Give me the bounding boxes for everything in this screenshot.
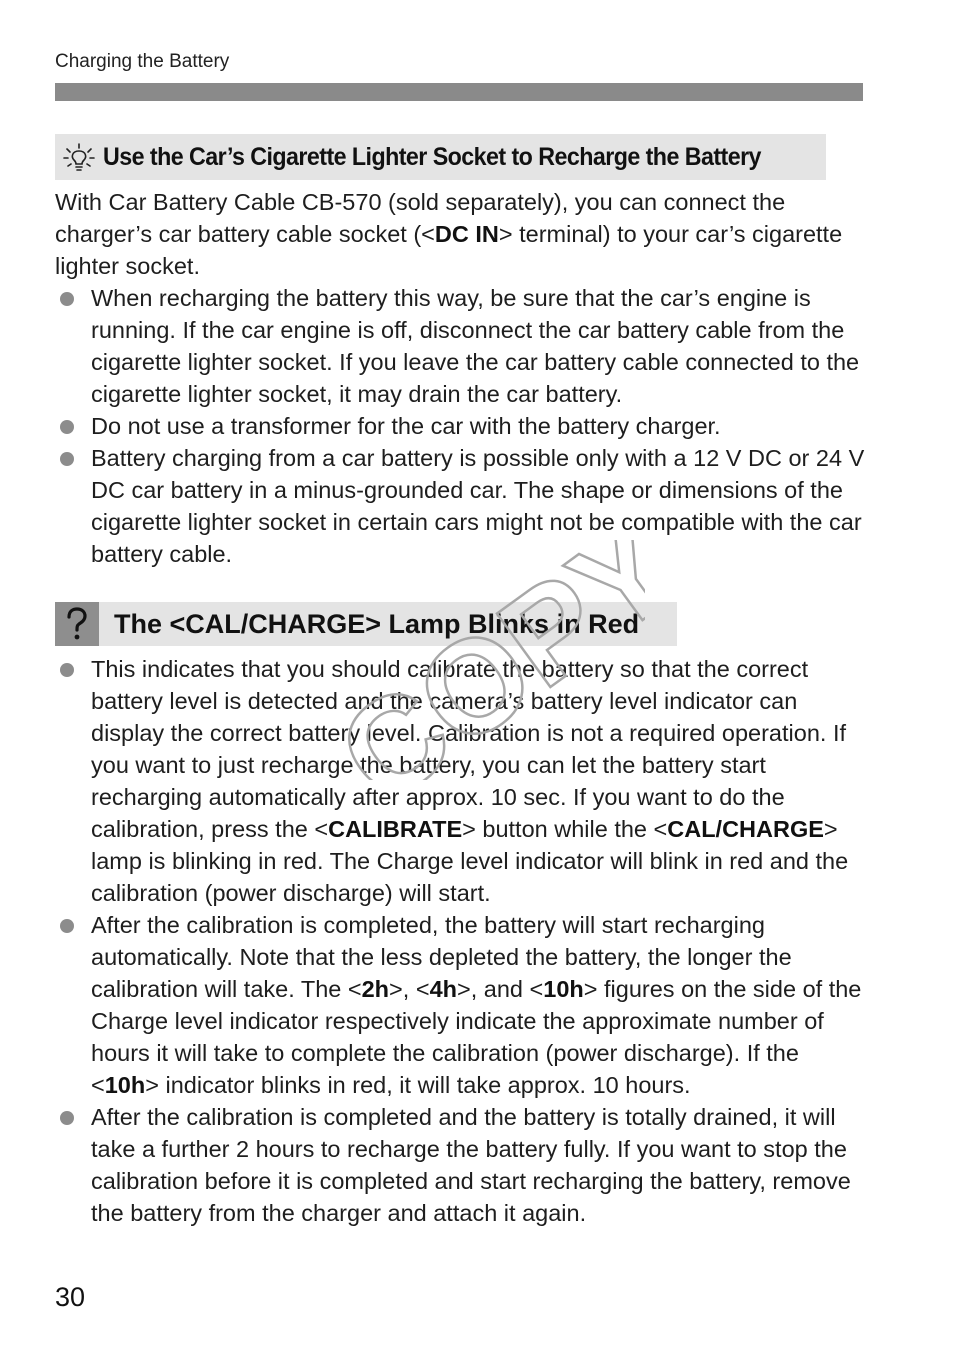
- list-item: [55, 442, 865, 570]
- question-mark-icon: [55, 602, 99, 646]
- list-item-text: Battery charging from a car battery is possible only with a 12 V DC or 24 V DC car battery in a minus-grounded car. The shape or dimensions of the cigarette lighter socket in certain cars might not be compatible with the car battery cable.: [91, 445, 865, 567]
- running-head-title: Charging the Battery: [55, 51, 230, 72]
- list-item-text: When recharging the battery this way, be sure that the car’s engine is running. If the car engine is off, disconnect the car battery cable from the cigarette lighter socket. If you leave the car battery cable connected to the cigarette lighter socket, it may drain the car battery.: [91, 285, 860, 407]
- header-rule-bar: [55, 83, 863, 101]
- tip-bullet-list: [55, 282, 865, 570]
- list-item: [55, 282, 865, 410]
- tip-section-title: Use the Car’s Cigarette Lighter Socket to Recharge the Battery: [103, 142, 761, 171]
- copy-watermark-text: COPY: [313, 540, 645, 780]
- lightbulb-icon: [55, 134, 103, 180]
- indicator-4h-label: 4h: [429, 976, 457, 1002]
- bullet-icon: [60, 292, 74, 306]
- list-item-text: Do not use a transformer for the car with the battery charger.: [91, 413, 721, 439]
- bullet-icon: [60, 420, 74, 434]
- list-item-text: >, <: [389, 976, 430, 1002]
- list-item-text: > button while the <: [462, 816, 668, 842]
- intro-text-after: > terminal) to your car’s cigarette lighter socket.: [55, 221, 843, 279]
- bullet-icon: [60, 919, 74, 933]
- trouble-section-title: The <CAL/CHARGE> Lamp Blinks in Red: [114, 608, 640, 639]
- list-item-text: > indicator blinks in red, it will take approx. 10 hours.: [145, 1072, 691, 1098]
- list-item: [55, 410, 865, 442]
- bullet-icon: [60, 1111, 74, 1125]
- list-item-text: > figures on the side of the Charge level indicator respectively indicate the approximate number of hours it will take to complete the calibration (power discharge). If the <: [91, 976, 862, 1098]
- list-item-text: > lamp is blinking in red. The Charge level indicator will blink in red and the calibration (power discharge) will start.: [91, 816, 849, 906]
- list-item-text: >, and <: [457, 976, 544, 1002]
- tip-intro-paragraph: [55, 186, 855, 282]
- list-item-text: After the calibration is completed, the battery will start recharging automatically. Note that the less depleted the battery, the longer the calibration will take. The <: [91, 912, 792, 1002]
- trouble-bullet-list: [55, 653, 865, 1229]
- calibrate-button-label: CALIBRATE: [328, 816, 463, 842]
- page-number: 30: [55, 1282, 86, 1312]
- indicator-2h-label: 2h: [361, 976, 390, 1002]
- cal-charge-lamp-label: CAL/CHARGE: [667, 816, 824, 842]
- list-item-text: After the calibration is completed and the battery is totally drained, it will take a further 2 hours to recharge the battery fully. If you want to stop the calibration before it is completed and start recharging the battery, remove the battery from the charger and attach it again.: [91, 1104, 851, 1226]
- bullet-icon: [60, 663, 74, 677]
- dc-in-terminal-label: DC IN: [434, 221, 499, 247]
- list-item: [55, 1101, 865, 1229]
- intro-text-before: With Car Battery Cable CB-570 (sold separately), you can connect the charger’s car battery cable socket (<: [55, 189, 786, 247]
- tip-section-header: [55, 134, 826, 180]
- list-item: [55, 909, 865, 1101]
- indicator-10h-label: 10h: [104, 1072, 146, 1098]
- list-item-text: This indicates that you should calibrate the battery so that the correct battery level is detected and the camera’s battery level indicator can display the correct battery level. Calibration is not a required operation. If you want to just recharge the battery, you can let the battery start recharging automatically after approx. 10 sec. If you want to do the calibration, press the <: [91, 656, 847, 842]
- trouble-section-header: [55, 602, 677, 646]
- list-item: [55, 653, 865, 909]
- indicator-10h-label: 10h: [543, 976, 584, 1002]
- bullet-icon: [60, 452, 74, 466]
